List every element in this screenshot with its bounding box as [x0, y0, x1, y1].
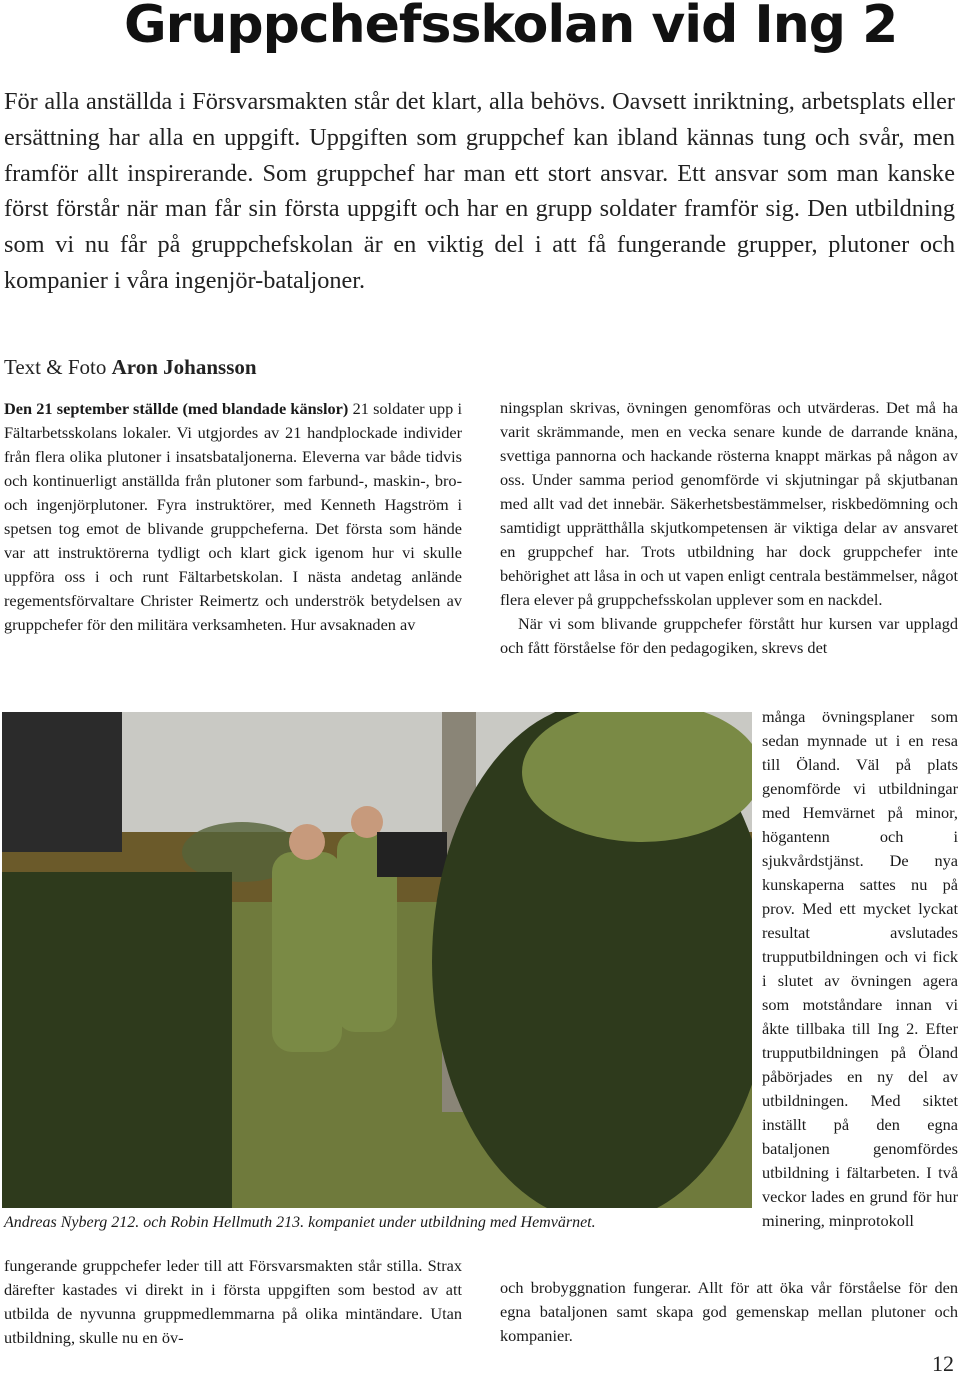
bottom-left-text: fungerande gruppchefer leder till att Försvarsmakten står stilla. Strax därefter kastades vi direkt in i första uppgiften som bestod av att utbilda de nyvunna gruppmedlemmarna på olika mintändare. Utan utbildning, skulle nu en öv-	[4, 1256, 462, 1347]
left-column-lead: Den 21 september ställde (med blandade känslor)	[4, 399, 349, 418]
right-column	[500, 396, 958, 660]
right-column-paragraph-1: ningsplan skrivas, övningen genomföras och utvärderas. Det må ha varit skrämmande, men en vecka senare kunde de darrande knäna, svettiga pannorna och hackande rösterna knappt märkas på någon av oss. Under samma period genomförde vi skjutningar på skjutbanan med allt vad det innebär. Säkerhetsbestämmelser, riskbedömning och samtidigt upprätthålla skjutkompetensen är viktiga delar av ansvaret en gruppchef har. Trots utbildning har dock gruppchefer inte behörighet att låsa in och ut vapen enligt centrala bestämmelser, något flera elever på gruppchefsskolan upplever som en nackdel.	[500, 398, 958, 609]
right-column-narrow	[762, 705, 958, 1233]
byline-prefix: Text & Foto	[4, 355, 112, 379]
bottom-right-text: och brobyggnation fungerar. Allt för att öka vår förståelse för den egna bataljonen samt skapa god gemenskap mellan plutoner och kompanier.	[500, 1278, 958, 1345]
left-column	[4, 397, 462, 637]
bottom-left-column	[4, 1254, 462, 1350]
right-column-narrow-text: många övningsplaner som sedan mynnade ut i en resa till Öland. Väl på plats genomförde vi utbildningar med Hemvärnet på minor, högantenn och i sjukvårdstjänst. De nya kunskaperna sattes nu på prov. Med ett mycket lyckat resultat avslutades trupputbildningen och vi fick i slutet av övningen agera som motståndare innan vi åkte tillbaka till Ing 2. Efter trupputbildningen på Öland påbörjades en ny del av utbildningen. Med siktet inställt på den egna bataljonen genomfördes utbildning i fältarbeten. I två veckor lades en grund för hur minering, minprotokoll	[762, 707, 958, 1230]
left-column-body: 21 soldater upp i Fältarbetsskolans lokaler. Vi utgjordes av 21 handplockade individer från flera olika plutoner i insatsbataljonerna. Eleverna var både tidvis och kontinuerligt anställda från plutoner som farbund-, maskin-, bro- och ingenjörplutoner. Fyra instruktörer, med Kenneth Hagström i spetsen tog emot de blivande gruppcheferna. Det första som hände var att instruktörerna tydligt och klart gick igenom hur vi skulle uppföra oss i och runt Fältarbetskolan. I nästa andetag anlände regementsförvaltare Christer Reimertz och underströk betydelsen av gruppchefer för den militära verksamheten. Hur avsaknaden av	[4, 399, 462, 634]
article-photo	[2, 712, 752, 1208]
article-intro: För alla anställda i Försvarsmakten står det klart, alla behövs. Oavsett inriktning, arbetsplats eller ersättning har alla en uppgift. Uppgiften som gruppchef kan ibland kännas tung och svår, men framför allt inspirerande. Som gruppchef har man ett stort ansvar. Ett ansvar som man kanske först förstår när man får sin första uppgift och har en grupp soldater framför sig. Den utbildning som vi nu får på gruppchefskolan är en viktig del i att få fungerande grupper, plutoner och kompanier i våra ingenjör-bataljoner.	[4, 88, 955, 294]
article-title: Gruppchefsskolan vid Ing 2	[124, 0, 898, 55]
bottom-right-column	[500, 1276, 958, 1348]
page-number: 12	[932, 1351, 954, 1376]
byline	[4, 352, 257, 382]
photo-soldiers-training	[2, 712, 752, 1208]
byline-author: Aron Johansson	[111, 355, 257, 379]
right-column-paragraph-2: När vi som blivande gruppchefer förstått hur kursen var upplagd och fått förståelse för den pedagogiken, skrevs det	[500, 614, 958, 657]
photo-caption: Andreas Nyberg 212. och Robin Hellmuth 213. kompaniet under utbildning med Hemvärnet.	[4, 1214, 596, 1231]
